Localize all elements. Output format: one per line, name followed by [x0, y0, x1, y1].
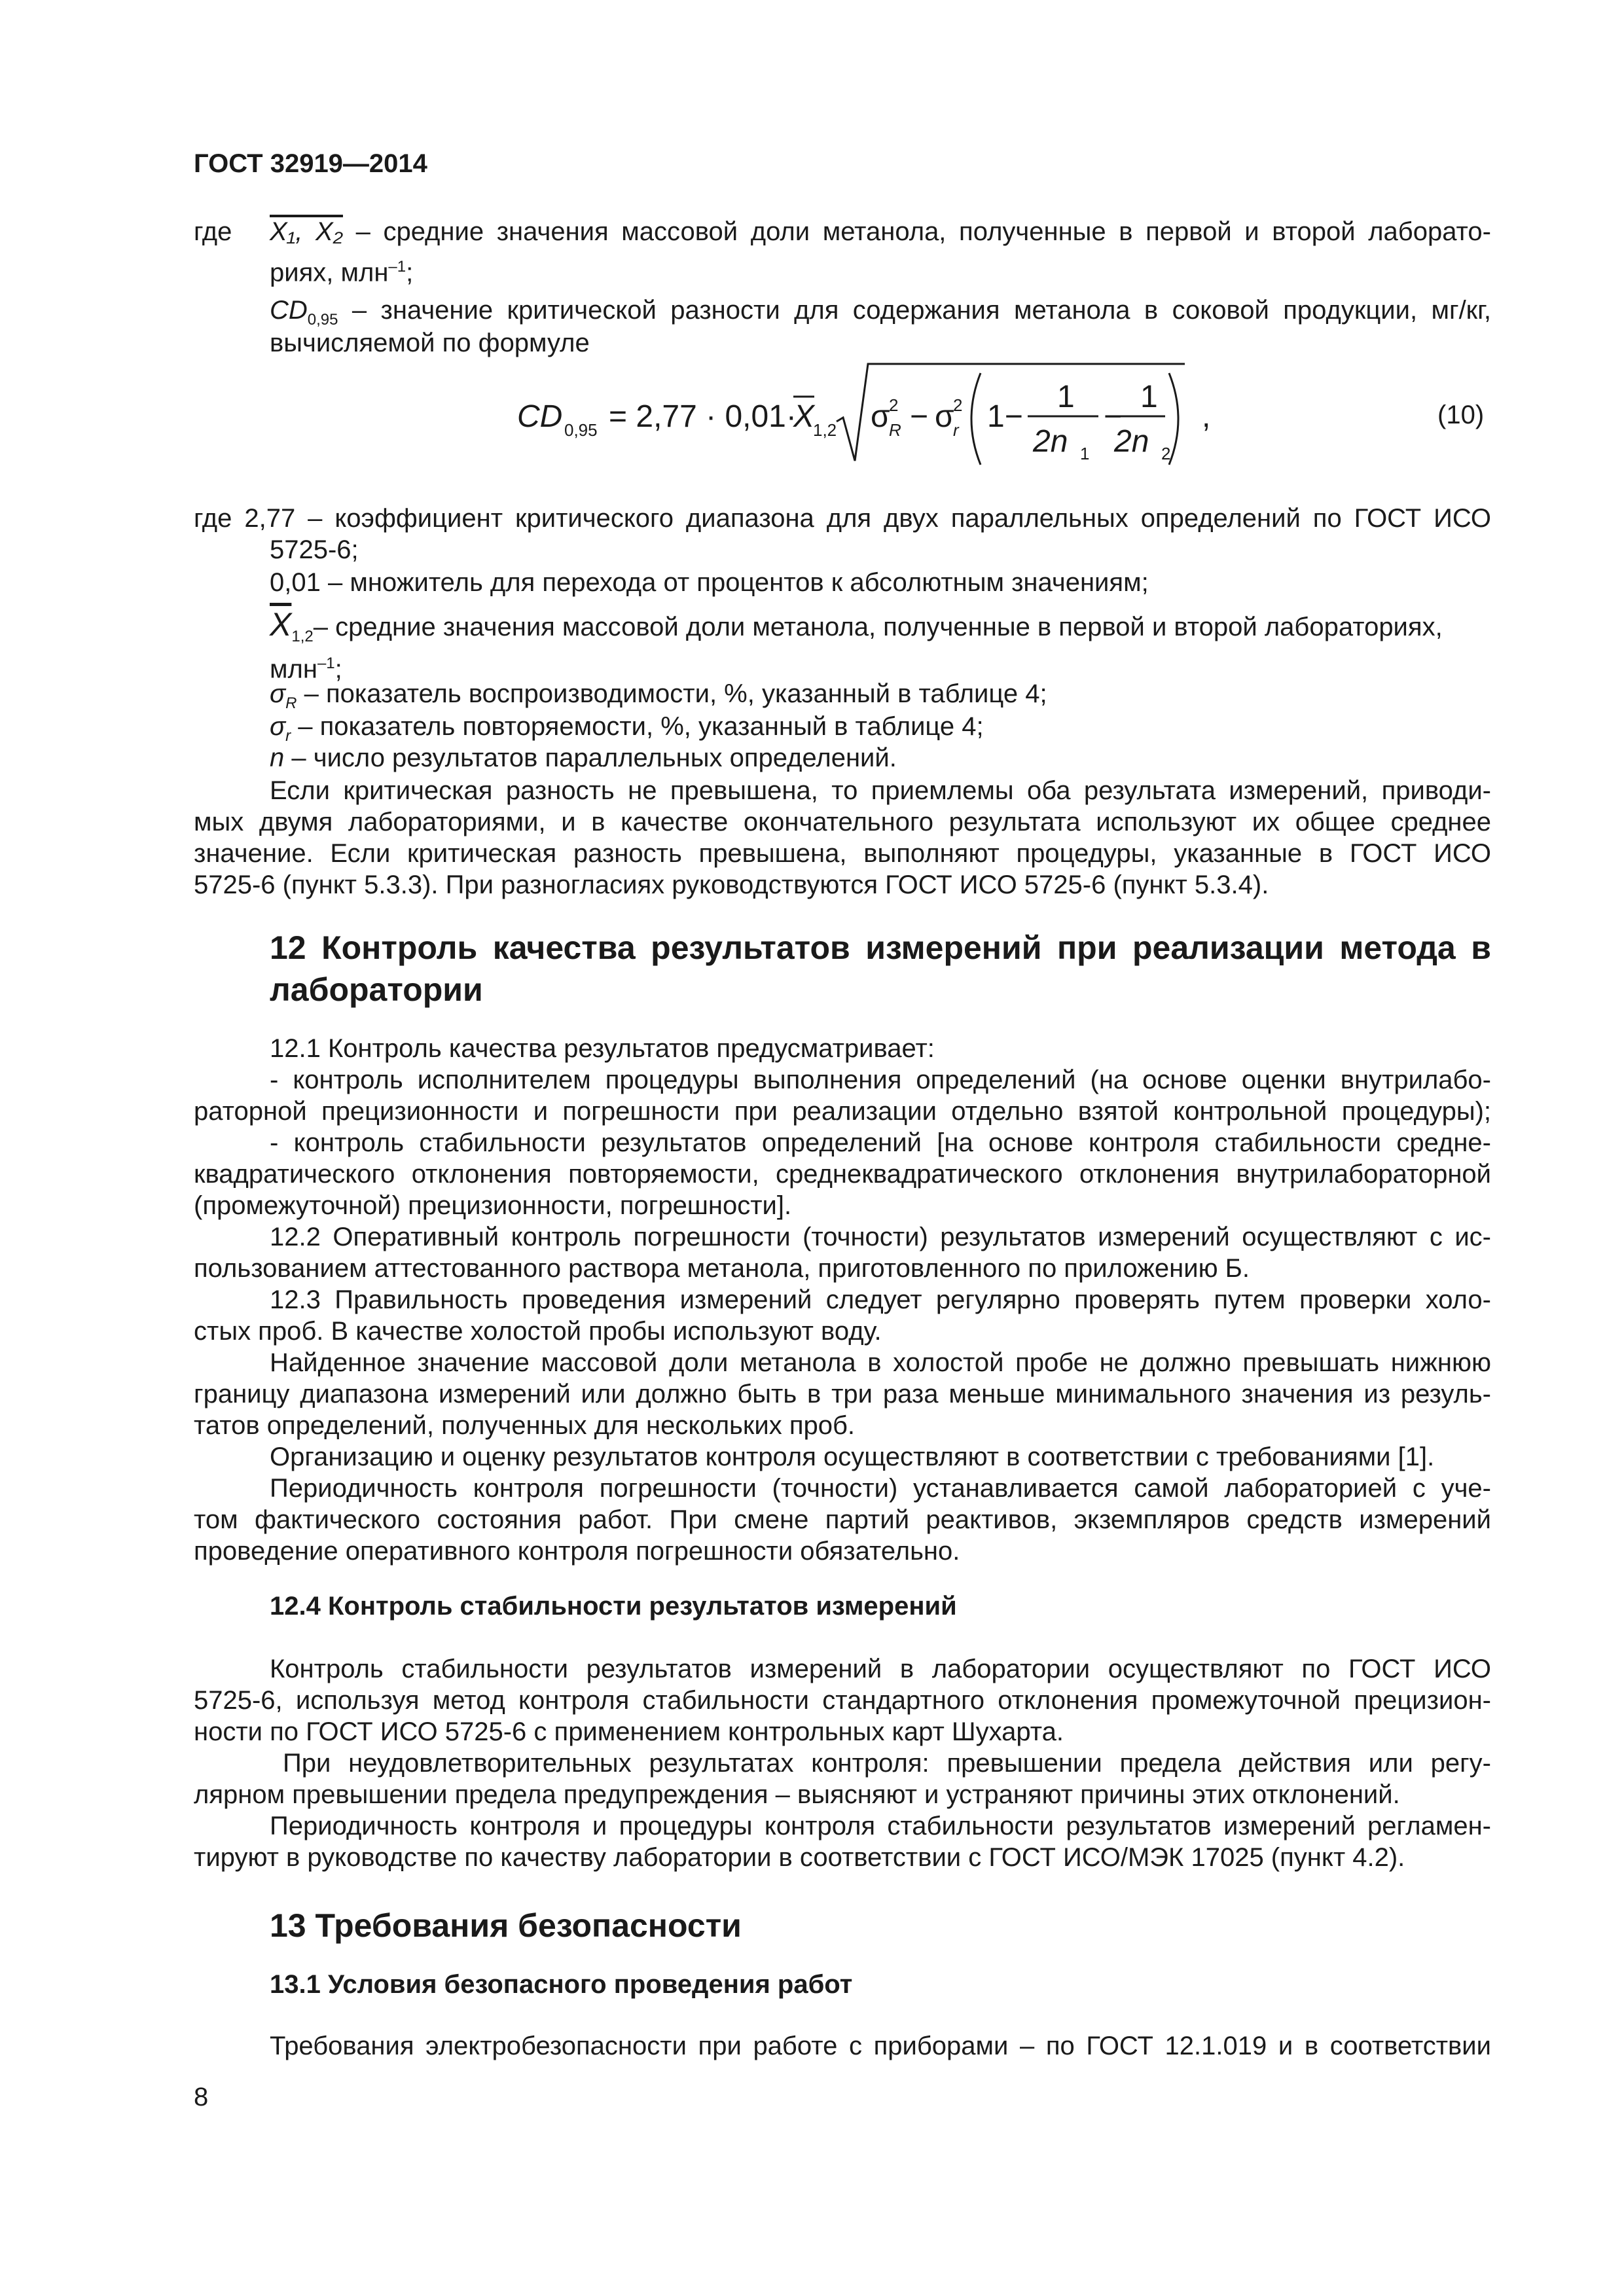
p-12-3-l1: 12.3 Правильность проведения измерений следует регулярно проверять путем проверки холо-: [270, 1285, 1491, 1314]
section-12-title: 12 Контроль качества результатов измерений при реализации метода в: [270, 929, 1491, 966]
sigma-R-sub: R: [889, 420, 901, 440]
formula-one-minus: 1−: [987, 399, 1023, 434]
para-crit-l1: Если критическая разность не превышена, то приемлемы оба результата измерений, приводи-: [270, 776, 1491, 805]
formula-lhs: CD: [517, 399, 563, 434]
frac1-den-sub: 1: [1080, 444, 1090, 463]
def-x1x2: [270, 216, 1491, 247]
bullet-1-l2: раторной прецизионности и погрешности при реализации отдельно взятой контрольной процедуры);: [194, 1097, 1491, 1126]
frac-minus: −: [1104, 399, 1123, 434]
p-12-2-l1: 12.2 Оперативный контроль погрешности (точности) результатов измерений осуществляют с ис-: [270, 1223, 1491, 1251]
frac2-den-sub: 2: [1161, 444, 1171, 463]
formula-xbar-sub: 1,2: [813, 420, 837, 440]
formula-minus: −: [910, 399, 929, 434]
def-sigma-r-text: – показатель повторяемости, %, указанный в таблице 4;: [291, 712, 984, 741]
p-found-l2: границу диапазона измерений или должно быть в три раза меньше минимального значения из резуль-: [194, 1380, 1491, 1408]
sigma-R-symbol: σ: [270, 679, 286, 708]
p-k-l2: 5725-6, используя метод контроля стабильности стандартного отклонения промежуточной прецизион-: [194, 1686, 1491, 1715]
def-001: 0,01 – множитель для перехода от процентов к абсолютным значениям;: [270, 568, 1149, 597]
sigma-R-symbol-sub: R: [285, 694, 297, 712]
bullet-2-l3: (промежуточной) прецизионности, погрешности].: [194, 1191, 792, 1220]
para-crit-l2: мых двумя лабораториями, и в качестве окончательного результата используют их общее среднее: [194, 808, 1491, 836]
equation-number: (10): [1437, 401, 1485, 429]
def-n-text: – число результатов параллельных определений.: [284, 744, 897, 772]
def-x12: [270, 606, 1491, 653]
def-x1x2-line2: [270, 251, 413, 288]
def-n: [270, 742, 897, 774]
sigma-R: σ: [871, 399, 890, 434]
para-crit-l4: 5725-6 (пункт 5.3.3). При разногласиях руководствуются ГОСТ ИСО 5725-6 (пункт 5.3.4).: [194, 870, 1269, 899]
bullet-2-l1: - контроль стабильности результатов определений [на основе контроля стабильности средне-: [270, 1128, 1491, 1157]
formula-10: [511, 353, 1231, 478]
def-277-cont: 5725-6;: [270, 535, 359, 564]
sigma-r-symbol-sub: r: [285, 727, 291, 745]
sigma-r: σ: [935, 399, 954, 434]
sigma-R-sup: 2: [889, 395, 899, 415]
punct: ;: [406, 258, 414, 287]
section-12-title-l2: лаборатории: [270, 971, 483, 1008]
def-277: где 2,77 – коэффициент критического диапазона для двух параллельных определений по ГОСТ ИСО: [194, 504, 1491, 533]
bullet-1-l1: - контроль исполнителем процедуры выполнения определений (на основе оценки внутрилабо-: [270, 1066, 1491, 1094]
def-x1x2-text-l2: риях, млн: [270, 258, 389, 287]
frac1-den: 2n: [1033, 424, 1068, 459]
document-header: ГОСТ 32919—2014: [194, 149, 427, 178]
p-r-l1: Периодичность контроля и процедуры контроля стабильности результатов измерений регламен-: [270, 1812, 1491, 1840]
x12-symbol: $\overline{X}$: [270, 606, 292, 643]
formula-xbar: X: [793, 399, 815, 434]
p-org: Организацию и оценку результатов контроля осуществляют в соответствии с требованиями [1].: [270, 1443, 1435, 1471]
p-u-l1: При неудовлетворительных результатах контроля: превышении предела действия или регу-: [283, 1749, 1491, 1778]
p-12-2-l2: пользованием аттестованного раствора метанола, приготовленного по приложению Б.: [194, 1254, 1250, 1283]
subsection-12-4: 12.4 Контроль стабильности результатов измерений: [270, 1592, 957, 1621]
x1x2-symbol: X₁, X₂: [270, 217, 343, 246]
where-label: где: [194, 217, 232, 246]
frac2-num: 1: [1140, 380, 1158, 414]
def-sigma-R-text: – показатель воспроизводимости, %, указанный в таблице 4;: [297, 679, 1047, 708]
p-k-l1: Контроль стабильности результатов измерений в лаборатории осуществляют по ГОСТ ИСО: [270, 1655, 1491, 1683]
bullet-2-l2: квадратического отклонения повторяемости, среднеквадратического отклонения внутрилабораторной: [194, 1160, 1491, 1189]
p-found-l1: Найденное значение массовой доли метанола в холостой пробе не должно превышать нижнюю: [270, 1348, 1491, 1377]
p-k-l3: ности по ГОСТ ИСО 5725-6 с применением контрольных карт Шухарта.: [194, 1717, 1064, 1746]
p-period-l1: Периодичность контроля погрешности (точности) устанавливается самой лабораторией с уче-: [270, 1474, 1491, 1503]
def-x12-text-l2: млн: [270, 655, 317, 684]
p-13-1: Требования электробезопасности при работе с приборами – по ГОСТ 12.1.019 и в соответствии: [270, 2032, 1491, 2060]
p-found-l3: татов определений, полученных для нескольких проб.: [194, 1411, 855, 1440]
unit-sup-2: –1: [317, 655, 335, 672]
section-13-title: 13 Требования безопасности: [270, 1907, 742, 1944]
sigma-r-sup: 2: [953, 395, 963, 415]
formula-lhs-sub: 0,95: [564, 420, 598, 440]
cd-sub: 0,95: [307, 311, 338, 329]
formula-eq: = 2,77 · 0,01·: [609, 399, 797, 434]
cd-symbol: CD: [270, 296, 308, 325]
left-paren: [971, 373, 981, 465]
frac1-num: 1: [1057, 380, 1075, 414]
n-symbol: n: [270, 744, 285, 772]
p-12-3-l2: стых проб. В качестве холостой пробы используют воду.: [194, 1317, 882, 1346]
sigma-r-sub: r: [953, 420, 959, 440]
p-12-1: 12.1 Контроль качества результатов предусматривает:: [270, 1034, 935, 1063]
para-crit-l3: значение. Если критическая разность превышена, выполняют процедуры, указанные в ГОСТ ИСО: [194, 839, 1491, 868]
p-period-l3: проведение оперативного контроля погрешности обязательно.: [194, 1537, 960, 1566]
def-cd-text: – значение критической разности для содержания метанола в соковой продукции, мг/кг,: [338, 296, 1491, 325]
def-x12-text: – средние значения массовой доли метанола, полученные в первой и второй лабораториях,: [313, 613, 1443, 641]
formula-trail: ,: [1202, 399, 1211, 434]
x12-sub: 1,2: [291, 628, 314, 645]
page-number: 8: [194, 2083, 209, 2111]
def-cd-line2: вычисляемой по формуле: [270, 329, 590, 357]
frac2-den: 2n: [1114, 424, 1149, 459]
subsection-13-1: 13.1 Условия безопасного проведения работ: [270, 1970, 853, 1999]
p-u-l2: лярном превышении предела предупреждения – выясняют и устраняют причины этих отклонений.: [194, 1780, 1400, 1809]
def-x1x2-text: – средние значения массовой доли метанола, полученные в первой и второй лаборато-: [342, 217, 1491, 246]
sigma-r-symbol: σ: [270, 712, 286, 741]
p-r-l2: тируют в руководстве по качеству лаборатории в соответствии с ГОСТ ИСО/МЭК 17025 (пункт 4.2).: [194, 1843, 1405, 1872]
unit-sup: –1: [388, 258, 406, 276]
punct-2: ;: [334, 655, 342, 684]
p-period-l2: том фактического состояния работ. При смене партий реактивов, экземпляров средств измерений: [194, 1505, 1491, 1534]
